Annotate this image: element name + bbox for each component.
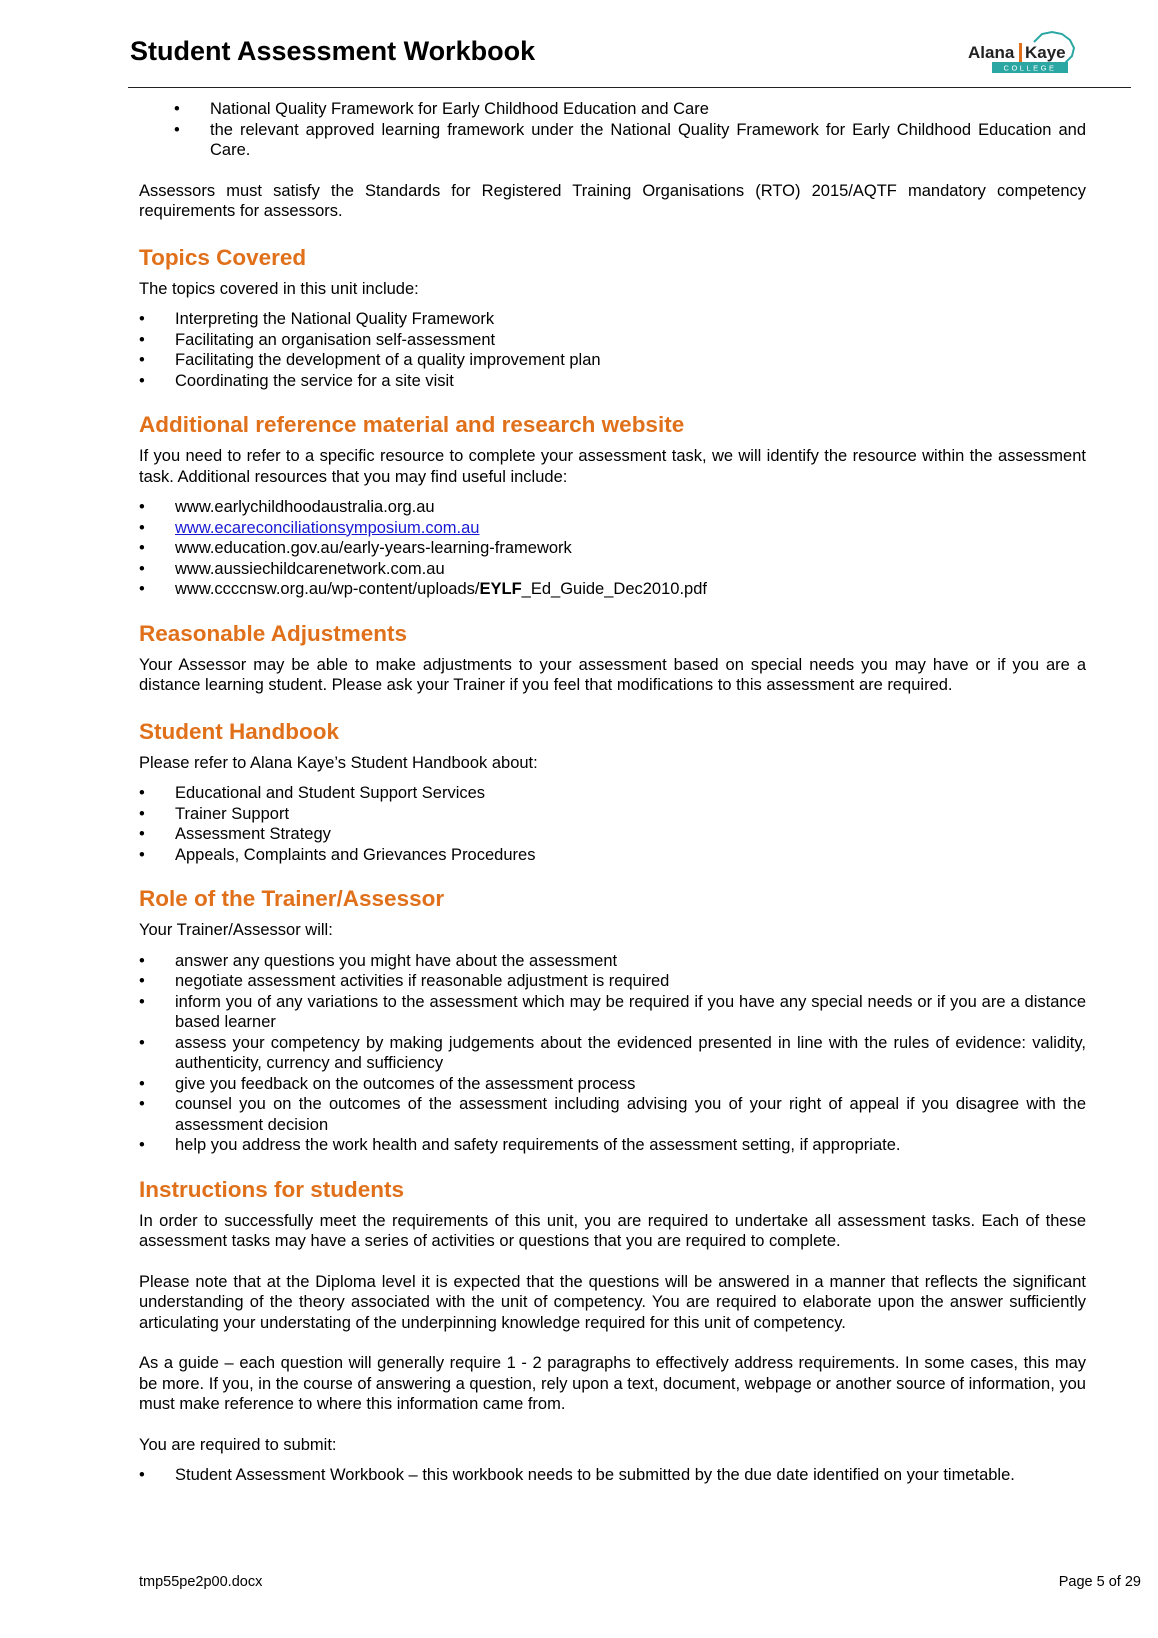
list-item: • Facilitating an organisation self-assessment [139,330,1086,351]
instructions-paragraph-2: Please note that at the Diploma level it is expected that the questions will be answered in a manner that reflects the significant understanding of the theory associated with the unit of competency. You are required to elaborate upon the answer sufficiently articulating your understating of the underpinning knowledge required for this unit of competency. [139,1272,1086,1332]
list-item: • answer any questions you might have about the assessment [139,951,1086,972]
adjustments-heading: Reasonable Adjustments [139,620,407,646]
topics-heading: Topics Covered [139,244,307,270]
submit-list [139,1465,1086,1486]
topics-list [139,309,1086,391]
header-divider [128,87,1131,88]
logo-word-alana: Alana [968,43,1015,62]
list-item: • Interpreting the National Quality Framework [139,309,1086,330]
assessors-paragraph: Assessors must satisfy the Standards for Registered Training Organisations (RTO) 2015/AQTF mandatory competency requirements for assessors. [139,181,1086,220]
logo-word-kaye: Kaye [1025,43,1066,62]
list-item: • Appeals, Complaints and Grievances Procedures [139,845,1086,866]
handbook-heading: Student Handbook [139,718,339,744]
role-list [139,951,1086,1156]
role-intro: Your Trainer/Assessor will: [139,921,333,939]
instructions-heading: Instructions for students [139,1176,405,1202]
list-item: • Facilitating the development of a quality improvement plan [139,350,1086,371]
logo-word-college: COLLEGE [1003,63,1057,73]
list-item: • help you address the work health and safety requirements of the assessment setting, if appropriate. [139,1135,1086,1156]
list-item: • www.earlychildhoodaustralia.org.au [139,497,1086,518]
instructions-paragraph-3: As a guide – each question will generally require 1 - 2 paragraphs to effectively address requirements. In some cases, this may be more. If you, in the course of answering a question, rely upon a text, document, webpage or another source of information, you must make reference to where this information came from. [139,1354,1086,1413]
list-item: • negotiate assessment activities if reasonable adjustment is required [139,971,1086,992]
reference-list [139,497,1086,600]
list-item: • counsel you on the outcomes of the assessment including advising you of your right of appeal if you disagree with the assessment decision [139,1094,1086,1135]
list-item: • National Quality Framework for Early Childhood Education and Care [139,99,1086,120]
ecareconciliation-link[interactable]: www.ecareconciliationsymposium.com.au [175,518,480,537]
topics-intro: The topics covered in this unit include: [139,279,419,298]
handbook-list [139,783,1086,865]
list-item: • www.aussiechildcarenetwork.com.au [139,559,1086,580]
list-item: • Trainer Support [139,804,1086,825]
list-item: • www.education.gov.au/early-years-learning-framework [139,538,1086,559]
footer-page-number: Page 5 of 29 [1058,1574,1141,1590]
handbook-intro: Please refer to Alana Kaye’s Student Handbook about: [139,753,538,772]
list-item: • Coordinating the service for a site visit [139,371,1086,392]
list-item [139,518,1086,539]
adjustments-paragraph: Your Assessor may be able to make adjustments to your assessment based on special needs you may have or if you are a distance learning student. Please ask your Trainer if you feel that modifications to this assessment are required. [139,655,1086,694]
url-prefix: www.ccccnsw.org.au/wp-content/uploads/ [175,580,480,598]
url-bold-part: EYLF [479,580,522,598]
list-item: • the relevant approved learning framework under the National Quality Framework for Early Childhood Education and Care. [139,120,1086,161]
document-body [139,99,1086,1486]
list-item: • inform you of any variations to the assessment which may be required if you have any special needs or if you are a distance based learner [139,992,1086,1033]
reference-intro: If you need to refer to a specific resource to complete your assessment task, we will identify the resource within the assessment task. Additional resources that you may find useful include: [139,447,1086,486]
url-suffix: _Ed_Guide_Dec2010.pdf [521,580,707,598]
list-item: • Educational and Student Support Services [139,783,1086,804]
intro-bullet-list [139,99,1086,161]
list-item [139,579,1086,600]
list-item: • give you feedback on the outcomes of the assessment process [139,1074,1086,1095]
reference-heading: Additional reference material and research website [139,412,685,437]
instructions-paragraph-1: In order to successfully meet the requirements of this unit, you are required to undertake all assessment tasks. Each of these assessment tasks may have a series of activities or questions that you are required to complete. [139,1211,1086,1250]
list-item: • Assessment Strategy [139,824,1086,845]
submit-intro: You are required to submit: [139,1435,337,1454]
footer-filename: tmp55pe2p00.docx [139,1574,263,1590]
list-item: • Student Assessment Workbook – this workbook needs to be submitted by the due date identified on your timetable. [139,1465,1086,1486]
list-item: • assess your competency by making judgements about the evidenced presented in line with the rules of evidence: validity, authenticity, currency and sufficiency [139,1033,1086,1074]
page-title: Student Assessment Workbook [130,36,536,66]
alana-kaye-logo [968,30,1078,80]
role-heading: Role of the Trainer/Assessor [139,886,445,911]
